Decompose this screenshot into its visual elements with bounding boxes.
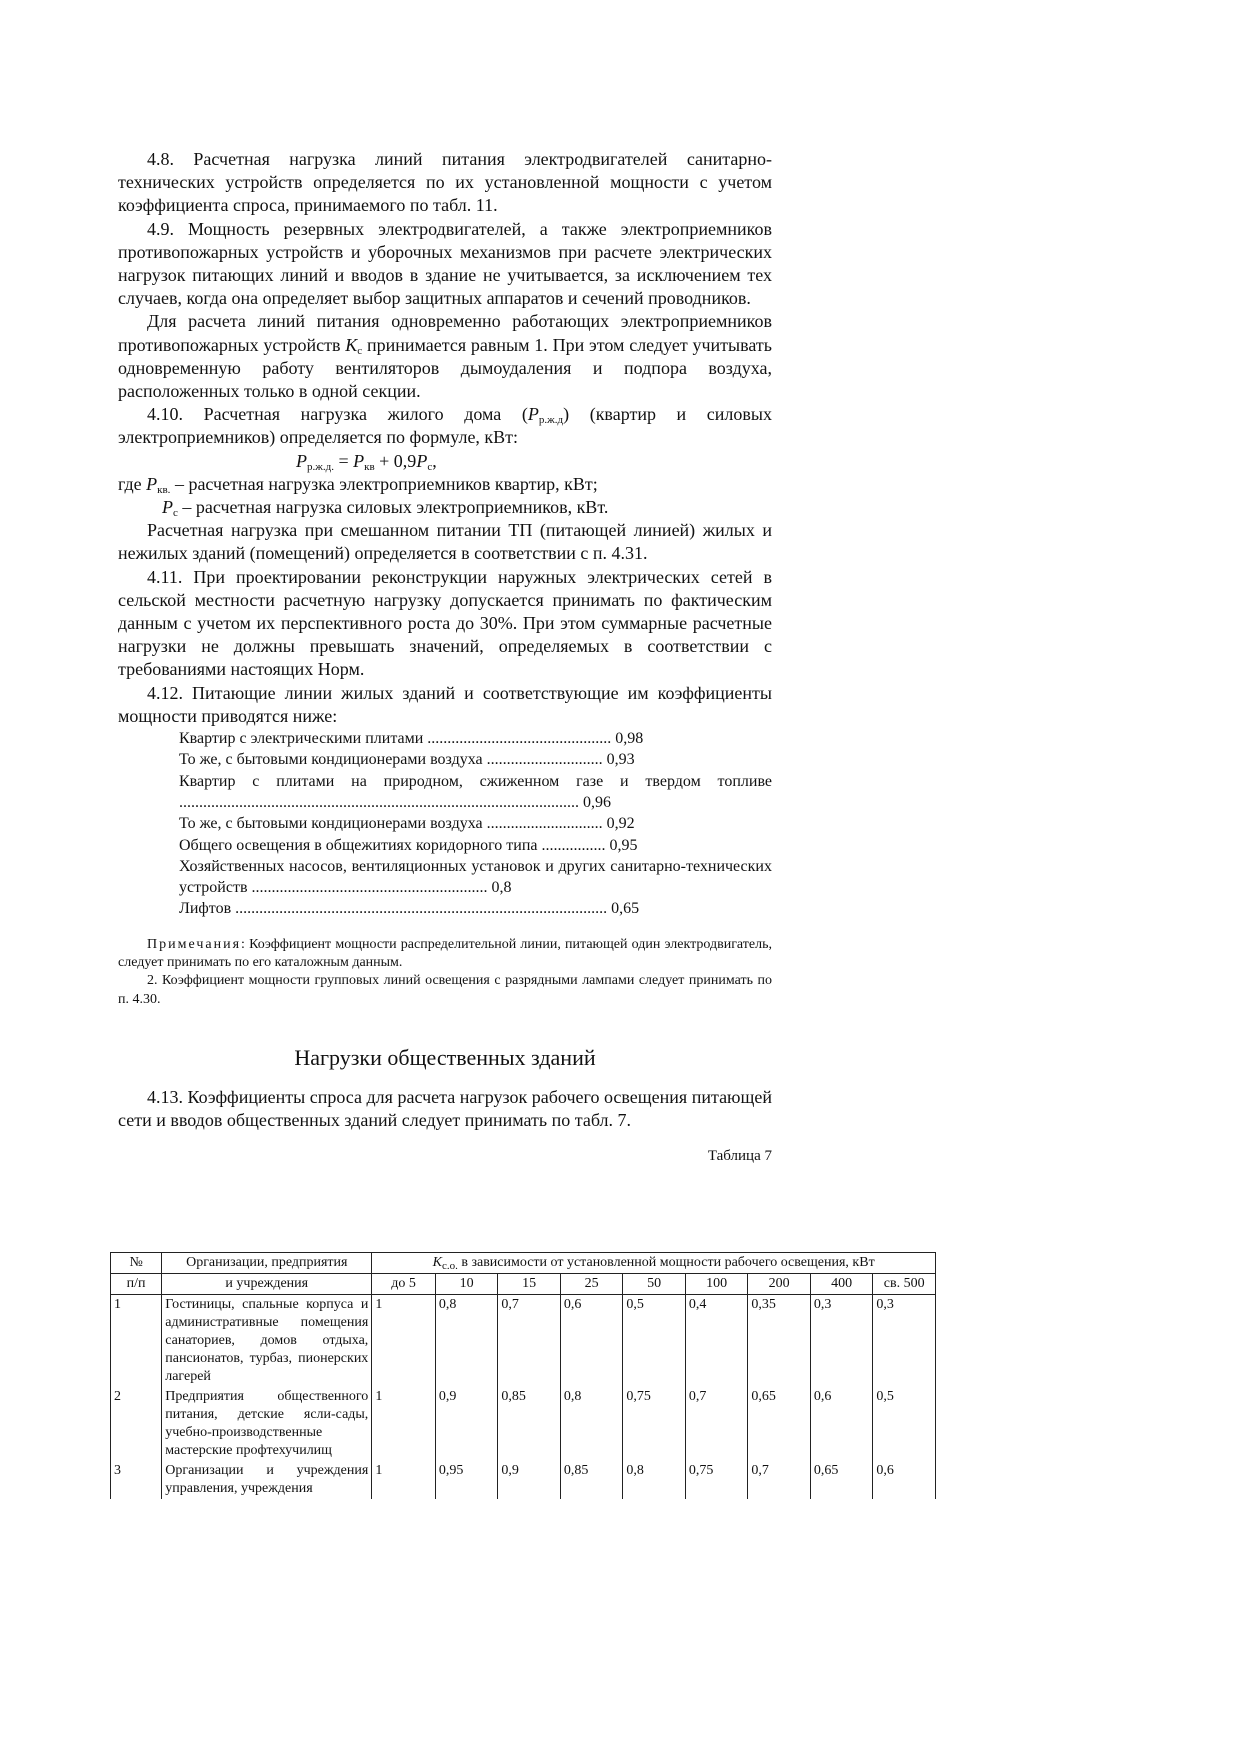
document-page bbox=[118, 148, 772, 1166]
header-col: 15 bbox=[498, 1274, 561, 1295]
row-value: 0,8 bbox=[435, 1295, 498, 1388]
header-col: 200 bbox=[748, 1274, 811, 1295]
row-value: 0,95 bbox=[435, 1461, 498, 1499]
paragraph-4-9-fire: Для расчета линий питания одновременно работающих электроприемников противопожарных устройств $K_с$ принимается равным 1. При этом следует учитывать одновременную работу вентиляторов дымоудаления и подпора воздуха, расположенных только в одной секции. bbox=[118, 311, 773, 402]
row-value: 0,7 bbox=[748, 1461, 811, 1499]
row-value: 0,3 bbox=[873, 1295, 936, 1388]
section-heading: Нагрузки общественных зданий bbox=[294, 1044, 596, 1070]
row-value: 0,7 bbox=[685, 1387, 748, 1461]
note-1: Примечания: Коэффициент мощности распределительной линии, питающей один электродвигатель, следует принимать по его каталожным данным. bbox=[118, 936, 772, 971]
row-value: 0,3 bbox=[810, 1295, 873, 1388]
row-number: 3 bbox=[111, 1461, 162, 1499]
row-value: 0,6 bbox=[810, 1387, 873, 1461]
row-organization: Организации и учреждения управления, учреждения bbox=[162, 1461, 372, 1499]
row-value: 0,65 bbox=[810, 1461, 873, 1499]
demand-coefficient-table bbox=[110, 1252, 936, 1499]
row-value: 1 bbox=[372, 1461, 436, 1499]
formula: $P_{р.ж.д.} = P_{кв} + 0,9P_с$, bbox=[296, 450, 437, 473]
row-value: 0,9 bbox=[435, 1387, 498, 1461]
paragraph-4-9: 4.9. Мощность резервных электродвигателей, а также электроприемников противопожарных устройств и уборочных механизмов при расчете электрических нагрузок питающих линий и вводов в здание не учитывается, за исключением тех случаев, когда она определяет выбор защитных аппаратов и сечений проводников. bbox=[118, 218, 772, 309]
header-number-sub: п/п bbox=[111, 1274, 162, 1295]
row-value: 0,5 bbox=[873, 1387, 936, 1461]
row-value: 0,35 bbox=[748, 1295, 811, 1388]
row-value: 0,8 bbox=[560, 1387, 623, 1461]
header-coefficient: $K_{с.о.}$ в зависимости от установленной мощности рабочего освещения, кВт bbox=[372, 1253, 936, 1274]
row-value: 0,8 bbox=[623, 1461, 686, 1499]
header-col: до 5 bbox=[372, 1274, 436, 1295]
list-item: Квартир с плитами на природном, сжиженном газе и твердом топливе .................................................................................................... 0,96 bbox=[179, 772, 772, 811]
table-caption: Таблица 7 bbox=[707, 1148, 772, 1165]
list-item: Общего освещения в общежитиях коридорного типа ................ 0,95 bbox=[179, 836, 638, 854]
paragraph-mixed-supply: Расчетная нагрузка при смешанном питании ТП (питающей линией) жилых и нежилых зданий (помещений) определяется в соответствии с п. 4.31. bbox=[118, 520, 772, 564]
table-row bbox=[111, 1461, 936, 1499]
row-number: 1 bbox=[111, 1295, 162, 1388]
row-value: 0,4 bbox=[685, 1295, 748, 1388]
header-col: 50 bbox=[623, 1274, 686, 1295]
header-col: 25 bbox=[560, 1274, 623, 1295]
header-col: 10 bbox=[435, 1274, 498, 1295]
header-col: 400 bbox=[810, 1274, 873, 1295]
row-value: 0,6 bbox=[560, 1295, 623, 1388]
note-2: 2. Коэффициент мощности групповых линий освещения с разрядными лампами следует принимать по п. 4.30. bbox=[118, 973, 772, 1007]
list-item: Квартир с электрическими плитами .............................................. 0,98 bbox=[179, 730, 644, 748]
list-item: То же, с бытовыми кондиционерами воздуха ............................. 0,92 bbox=[179, 815, 635, 833]
header-col: 100 bbox=[685, 1274, 748, 1295]
paragraph-4-13: 4.13. Коэффициенты спроса для расчета нагрузок рабочего освещения питающей сети и вводов общественных зданий следует принимать по табл. 7. bbox=[118, 1086, 772, 1131]
formula-where-2: $P_с$ – расчетная нагрузка силовых электроприемников, кВт. bbox=[162, 497, 609, 520]
paragraph-4-8: 4.8. Расчетная нагрузка линий питания электродвигателей санитарно-технических устройств определяется по их установленной мощности с учетом коэффициента спроса, принимаемого по табл. 11. bbox=[118, 149, 772, 216]
row-organization: Предприятия общественного питания, детские ясли-сады, учебно-производственные мастерские профтехучилищ bbox=[162, 1387, 372, 1461]
paragraph-4-10: 4.10. Расчетная нагрузка жилого дома $(P_{р.ж.д})$ (квартир и силовых электроприемников) определяется по формуле, кВт: bbox=[118, 404, 772, 448]
row-value: 1 bbox=[372, 1295, 436, 1388]
list-item: То же, с бытовыми кондиционерами воздуха ............................. 0,93 bbox=[179, 751, 635, 769]
list-item: Хозяйственных насосов, вентиляционных установок и других санитарно-технических устройств ........................................................... 0,8 bbox=[179, 857, 772, 897]
row-value: 0,85 bbox=[498, 1387, 561, 1461]
row-value: 0,7 bbox=[498, 1295, 561, 1388]
row-organization: Гостиницы, спальные корпуса и административные помещения санаториев, домов отдыха, пансионатов, турбаз, пионерских лагерей bbox=[162, 1295, 372, 1388]
table-row bbox=[111, 1387, 936, 1461]
notes bbox=[118, 936, 772, 1009]
header-number: № bbox=[111, 1253, 162, 1274]
row-value: 0,75 bbox=[685, 1461, 748, 1499]
power-factor-list bbox=[179, 728, 772, 920]
header-col: св. 500 bbox=[873, 1274, 936, 1295]
row-value: 0,75 bbox=[623, 1387, 686, 1461]
row-number: 2 bbox=[111, 1387, 162, 1461]
header-organization: Организации, предприятия bbox=[162, 1253, 372, 1274]
header-organization-sub: и учреждения bbox=[162, 1274, 372, 1295]
row-value: 1 bbox=[372, 1387, 436, 1461]
formula-where-1: где $P_{кв.}$ – расчетная нагрузка электроприемников квартир, кВт; bbox=[118, 473, 598, 496]
table-row bbox=[111, 1295, 936, 1388]
row-value: 0,9 bbox=[498, 1461, 561, 1499]
paragraph-4-11: 4.11. При проектировании реконструкции наружных электрических сетей в сельской местности расчетную нагрузку допускается принимать по фактическим данным с учетом их перспективного роста до 30%. При этом суммарные расчетные нагрузки не должны превышать значений, определяемых в соответствии с требованиями настоящих Норм. bbox=[118, 566, 772, 680]
row-value: 0,5 bbox=[623, 1295, 686, 1388]
row-value: 0,85 bbox=[560, 1461, 623, 1499]
row-value: 0,65 bbox=[748, 1387, 811, 1461]
list-item: Лифтов ............................................................................................. 0,65 bbox=[179, 900, 640, 918]
paragraph-4-12: 4.12. Питающие линии жилых зданий и соответствующие им коэффициенты мощности приводятся ниже: bbox=[118, 682, 772, 726]
row-value: 0,6 bbox=[873, 1461, 936, 1499]
